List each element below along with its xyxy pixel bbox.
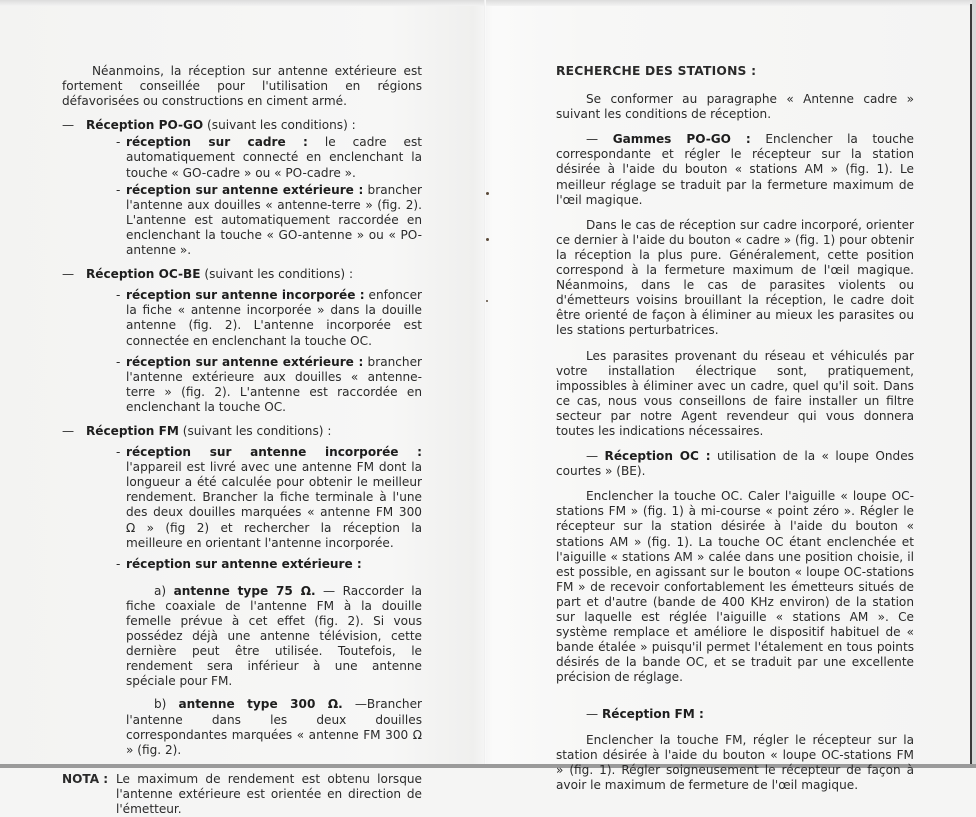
section-heading-po-go	[62, 118, 422, 133]
nota-block	[62, 772, 422, 817]
paragraph-heading: Réception FM :	[601, 707, 704, 722]
bullet: -	[116, 445, 121, 460]
sub-item-75-ohm	[126, 584, 422, 690]
right-page-edge	[970, 4, 972, 764]
nota-text: Le maximum de rendement est obtenu lorsque l'antenne extérieure est orientée en direction de l'émetteur.	[116, 771, 422, 817]
item-text: brancher l'antenne aux douilles « antenne-terre » (fig. 2). L'antenne est automatiquement raccordée en enclenchant la touche « GO-antenne » ou « PO-antenne ».	[126, 182, 422, 258]
paragraph: Enclencher la touche OC. Caler l'aiguille « loupe OC-stations FM » (fig. 1) à mi-course « point zéro ». Régler le récepteur sur la station désirée à l'aide du bouton « stations AM » (fig. 1). La touche OC étant enclenchée et l'aiguille « stations AM » calée dans une position choisie, il est possible, en agissant sur le bouton « loupe OC-stations FM » de recevoir confortablement les émetteurs situés de part et d'autre (bande de 400 KHz environ) de la station sur laquelle est réglée l'aiguille « stations AM ». Ce système remplace et améliore le dispositif habituel de « bande étalée » puisqu'il permet l'étalement en tous points désirés de la bande OC, et se traduit par une excellente précision de réglage.	[556, 489, 914, 685]
section-heading-oc-be	[62, 267, 422, 282]
bullet: -	[116, 556, 121, 571]
section-suffix: (suivant les conditions) :	[200, 267, 354, 282]
paragraph: Se conformer au paragraphe « Antenne cadre » suivant les conditions de réception.	[556, 92, 914, 122]
nota-label: NOTA :	[62, 771, 109, 786]
item-title: réception sur antenne incorporée :	[126, 445, 422, 460]
em-dash: —	[62, 267, 75, 282]
intro-paragraph: Néanmoins, la réception sur antenne extérieure est fortement conseillée pour l'utilisation en régions défavorisées ou constructions en ciment armé.	[62, 64, 422, 109]
paper-speck	[486, 300, 488, 302]
list-item	[116, 557, 422, 572]
top-page-edge	[0, 0, 976, 6]
list-item	[116, 183, 422, 258]
item-title: réception sur antenne incorporée :	[126, 288, 365, 303]
sub-item-title: antenne type 300 Ω.	[178, 697, 343, 712]
list-item	[116, 355, 422, 415]
sub-item-text: —Brancher l'antenne dans les deux douilles correspondantes marquées « antenne FM 300 Ω » (fig. 2).	[126, 697, 423, 757]
staple-mark	[486, 192, 489, 195]
section-heading-fm	[62, 424, 422, 439]
item-title: réception sur antenne extérieure :	[126, 354, 364, 369]
item-text: enfoncer la fiche « antenne incorporée » dans la douille antenne (fig. 2). L'antenne incorporée est connectée en enclenchant la touche OC.	[126, 288, 422, 348]
section-title: Réception FM	[86, 423, 179, 438]
paragraph-heading: Gammes PO-GO :	[612, 132, 751, 147]
item-title: réception sur cadre :	[126, 135, 308, 150]
paragraph: Dans le cas de réception sur cadre incorporé, orienter ce dernier à l'aide du bouton « cadre » (fig. 1) pour obtenir la réception la plus pure. Généralement, cette position correspond à la fermeture maximum de l'œil magique. Néanmoins, dans le cas de parasites violents ou d'émetteurs voisins brouillant la réception, le cadre doit être orienté de façon à éliminer au mieux les parasites ou les stations perturbatrices.	[556, 217, 914, 338]
section-suffix: (suivant les conditions) :	[203, 118, 356, 133]
item-text: brancher l'antenne extérieure aux douilles « antenne-terre » (fig. 2). L'antenne est raccordée en enclenchant la touche OC.	[126, 354, 422, 414]
paragraph-text: Enclencher la touche correspondante et régler le récepteur sur la station désirée à l'aide du bouton « stations AM » (fig. 1). Le meilleur réglage se traduit par la fermeture maximum de l'œil magique.	[556, 132, 914, 207]
item-title: réception sur antenne extérieure :	[126, 556, 362, 571]
em-dash: —	[586, 132, 613, 147]
list-item	[116, 135, 422, 180]
page-title: RECHERCHE DES STATIONS :	[556, 64, 757, 78]
paragraph-reception-oc	[556, 449, 914, 479]
right-page	[556, 64, 914, 803]
em-dash: —	[62, 118, 75, 133]
paragraph-gammes-po-go	[556, 132, 914, 207]
sub-item-text: — Raccorder la fiche coaxiale de l'antenne FM à la douille femelle prévue à cet effet (fig. 2). Si vous possédez déjà une antenne télévision, cette dernière peut être utilisée. Toutefois, le rendement sera inférieur à une antenne spéciale pour FM.	[126, 583, 422, 689]
paragraph: Les parasites provenant du réseau et véhiculés par votre installation électrique sont, pratiquement, impossibles à éliminer avec un cadre, quel qu'il soit. Dans ce cas, nous vous conseillons de faire installer un filtre secteur par notre Agent revendeur qui vous donnera toutes les indications nécessaires.	[556, 348, 914, 438]
paragraph: Enclencher la touche FM, régler le récepteur sur la station désirée à l'aide du bouton « loupe OC-stations FM » (fig. 1). Régler soigneusement le récepteur de façon à avoir le maximum de fermeture de l'œil magique.	[556, 732, 914, 792]
paragraph-heading: Réception OC :	[604, 449, 711, 464]
em-dash: —	[62, 423, 75, 438]
em-dash: —	[586, 707, 602, 722]
item-text: l'appareil est livré avec une antenne FM dont la longueur a été calculée pour obtenir le meilleur rendement. Brancher la fiche terminale à l'une des deux douilles marquées « antenne FM 300 Ω » (fig 2) et rechercher la réception la meilleure en orientant l'antenne incorporée.	[126, 460, 422, 550]
sub-item-300-ohm	[126, 697, 422, 757]
em-dash: —	[586, 449, 605, 464]
paragraph-reception-fm	[556, 707, 914, 722]
section-suffix: (suivant les conditions) :	[178, 423, 332, 438]
list-item	[116, 445, 422, 551]
section-title: Réception OC-BE	[86, 267, 201, 282]
item-text: le cadre est automatiquement connecté en enclenchant la touche « GO-cadre » ou « PO-cadre ».	[126, 135, 423, 180]
item-title: réception sur antenne extérieure :	[126, 182, 364, 197]
bullet: -	[116, 354, 121, 369]
paragraph-text: utilisation de la « loupe Ondes courtes » (BE).	[556, 449, 914, 479]
center-fold	[484, 0, 486, 768]
section-title: Réception PO-GO	[86, 118, 204, 133]
sub-item-title: antenne type 75 Ω.	[173, 583, 316, 598]
sub-item-prefix: b)	[154, 697, 179, 712]
sub-item-prefix: a)	[154, 583, 174, 598]
staple-mark	[486, 238, 489, 241]
bullet: -	[116, 288, 121, 303]
list-item	[116, 288, 422, 348]
left-page	[62, 64, 422, 817]
bullet: -	[116, 182, 121, 197]
bullet: -	[116, 135, 121, 150]
right-scan-margin	[972, 0, 976, 768]
